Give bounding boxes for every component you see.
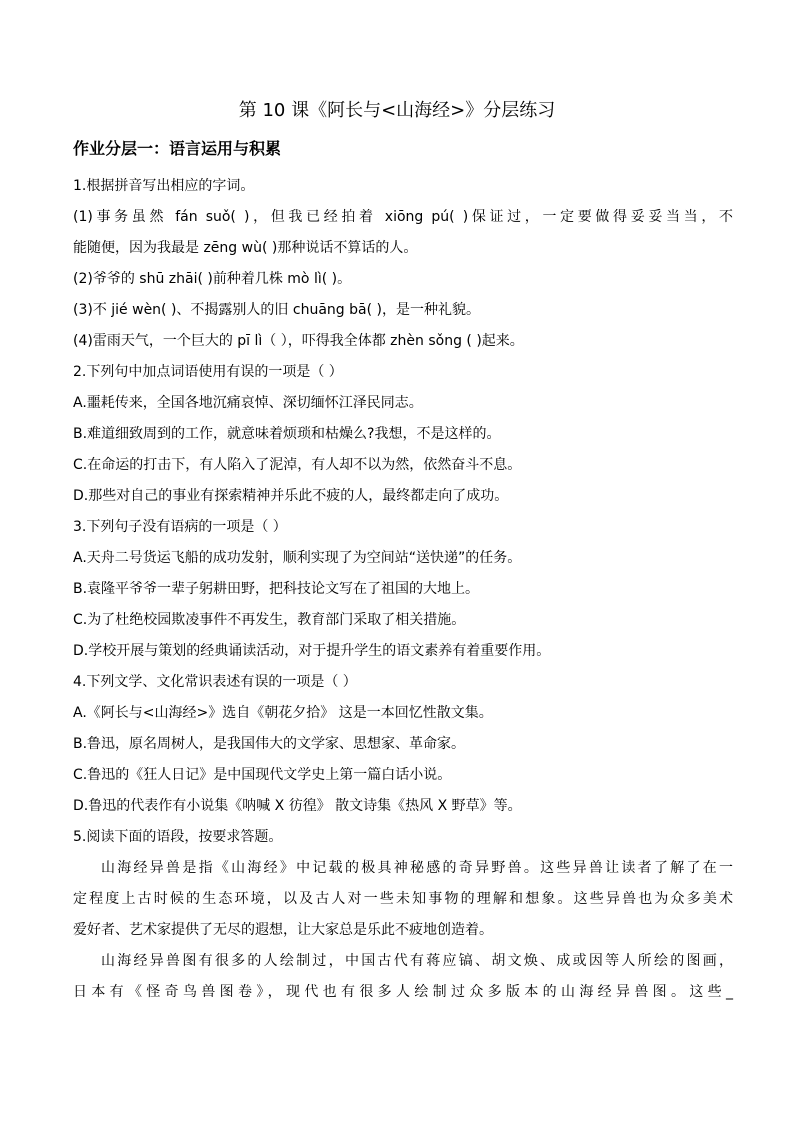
question-4-option-c: C.鲁迅的《狂人日记》是中国现代文学史上第一篇白话小说。: [73, 767, 452, 783]
question-1-item-3: (3)不 jié wèn( )、不揭露别人的旧 chuāng bā( )，是一种礼貌。: [73, 302, 480, 318]
question-5-prompt: 5.阅读下面的语段，按要求答题。: [73, 829, 283, 845]
passage-paragraph-2-line-2: 日本有《怪奇鸟兽图卷》，现代也有很多人绘制过众多版本的山海经异兽图。这些_: [73, 984, 733, 1000]
question-2-option-b: B.难道细致周到的工作，就意味着烦琐和枯燥么?我想，不是这样的。: [73, 426, 501, 442]
question-1-item-1-cont: 能随便，因为我最是 zēng wù( )那种说话不算话的人。: [73, 240, 418, 256]
question-3-option-a: A.天舟二号货运飞船的成功发射，顺利实现了为空间站“送快递”的任务。: [73, 550, 522, 566]
passage-paragraph-1-line-3: 爱好者、艺术家提供了无尽的遐想，让大家总是乐此不疲地创造着。: [73, 922, 493, 938]
question-4-option-b: B.鲁迅，原名周树人，是我国伟大的文学家、思想家、革命家。: [73, 736, 466, 752]
question-4-prompt: 4.下列文学、文化常识表述有误的一项是（ ）: [73, 674, 357, 690]
section-heading: 作业分层一：语言运用与积累: [73, 139, 282, 158]
question-4-option-a: A.《阿长与<山海经>》选自《朝花夕拾》 这是一本回忆性散文集。: [73, 705, 493, 721]
question-2-option-d: D.那些对自己的事业有探索精神并乐此不疲的人，最终都走向了成功。: [73, 488, 509, 504]
question-2-option-a: A.噩耗传来，全国各地沉痛哀悼、深切缅怀江泽民同志。: [73, 395, 423, 411]
question-1-prompt: 1.根据拼音写出相应的字词。: [73, 178, 255, 194]
passage-paragraph-1-line-1: 山海经异兽是指《山海经》中记载的极具神秘感的奇异野兽。这些异兽让读者了解了在一: [101, 860, 733, 876]
question-2-prompt: 2.下列句中加点词语使用有误的一项是（ ）: [73, 364, 343, 380]
question-2-option-c: C.在命运的打击下，有人陷入了泥淖，有人却不以为然，依然奋斗不息。: [73, 457, 522, 473]
question-4-option-d: D.鲁迅的代表作有小说集《呐喊 X 彷徨》 散文诗集《热风 X 野草》等。: [73, 798, 522, 814]
question-3-prompt: 3.下列句子没有语病的一项是（ ）: [73, 519, 287, 535]
question-1-item-1: (1)事务虽然 fán suǒ( )，但我已经拍着 xiōng pú( )保证过，一定要做得妥妥当当，不: [73, 209, 733, 225]
question-3-option-d: D.学校开展与策划的经典诵读活动，对于提升学生的语文素养有着重要作用。: [73, 643, 551, 659]
question-1-item-2: (2)爷爷的 shū zhāi( )前种着几株 mò lì( )。: [73, 271, 352, 287]
passage-paragraph-2-line-1: 山海经异兽图有很多的人绘制过，中国古代有蒋应镐、胡文焕、成或因等人所绘的图画，: [101, 953, 733, 969]
question-3-option-b: B.袁隆平爷爷一辈子躬耕田野，把科技论文写在了祖国的大地上。: [73, 581, 480, 597]
question-3-option-c: C.为了杜绝校园欺凌事件不再发生，教育部门采取了相关措施。: [73, 612, 466, 628]
question-1-item-4: (4)雷雨天气，一个巨大的 pī lì（ ），吓得我全体都 zhèn sǒng ( )起来。: [73, 333, 524, 349]
page-title: 第 10 课《阿长与<山海经>》分层练习: [238, 100, 556, 121]
passage-paragraph-1-line-2: 定程度上古时候的生态环境，以及古人对一些未知事物的理解和想象。这些异兽也为众多美术: [73, 891, 733, 907]
